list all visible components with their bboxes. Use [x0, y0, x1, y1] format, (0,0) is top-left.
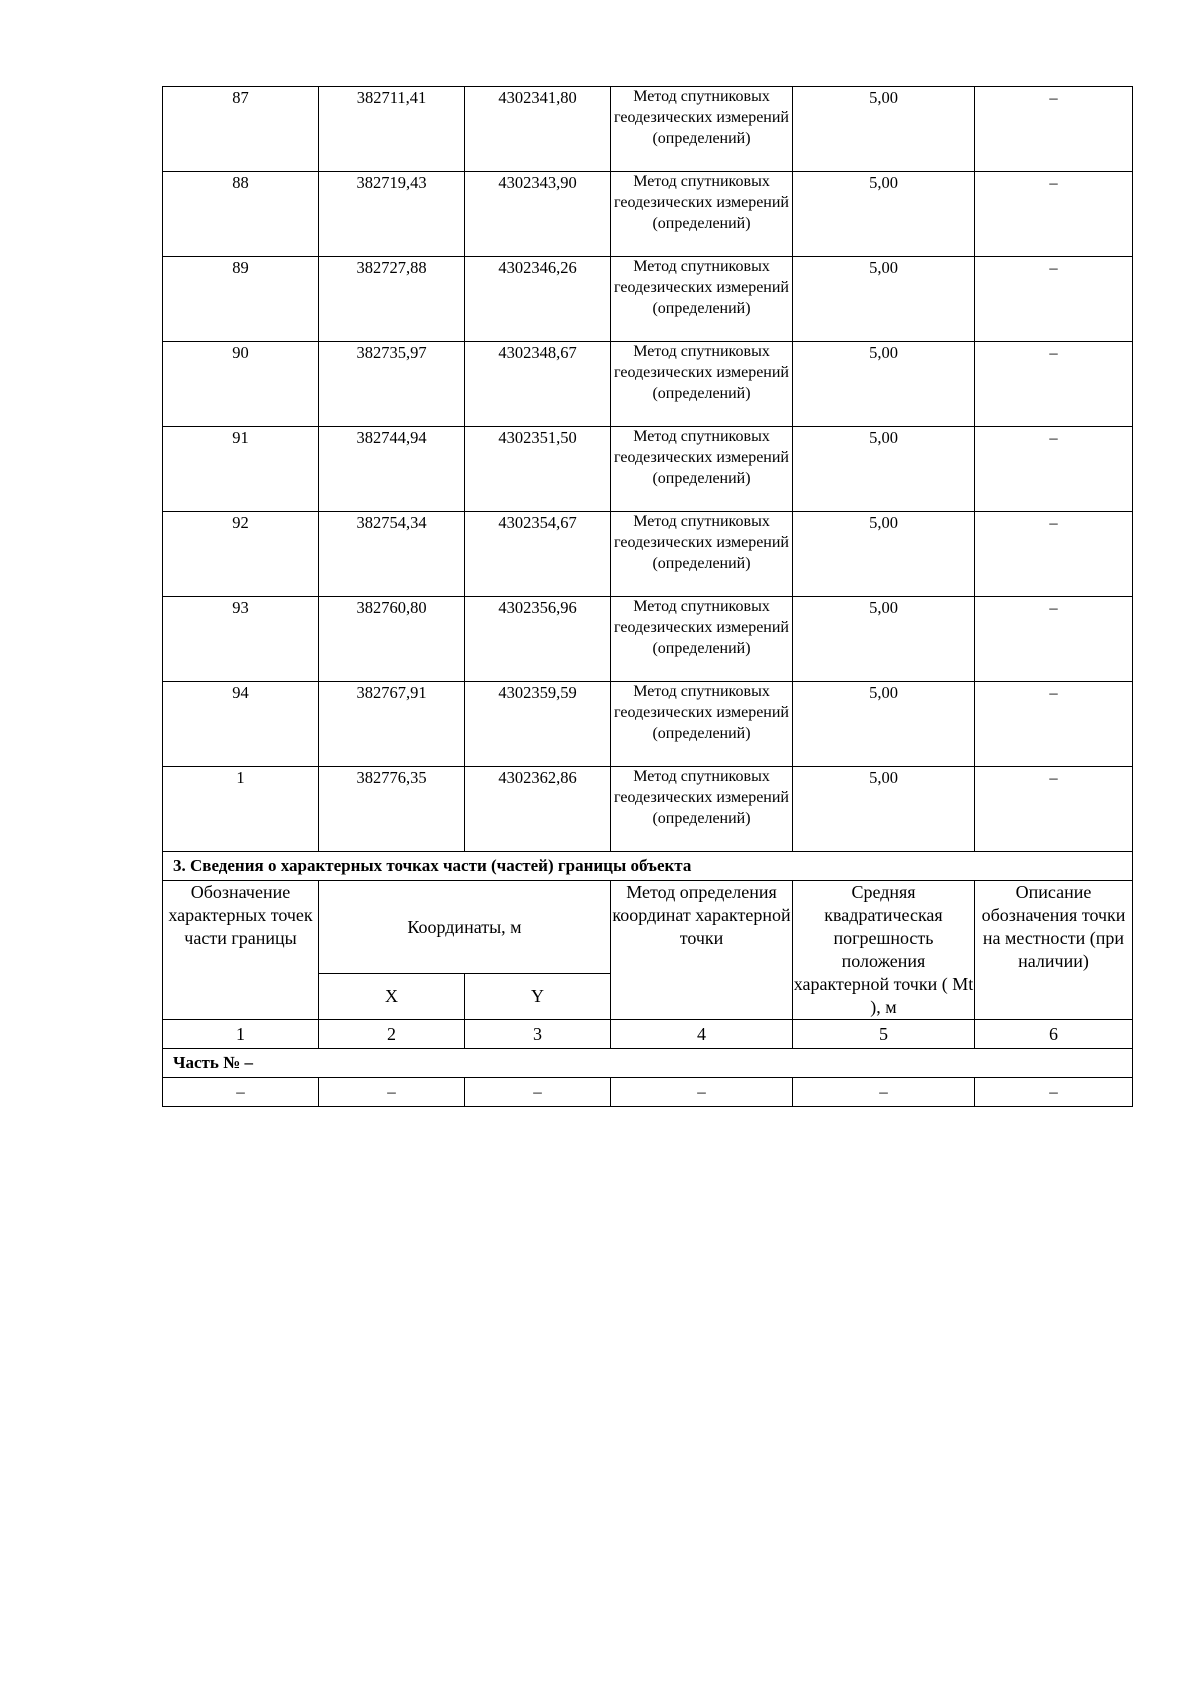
method-cell: Метод спутниковых геодезических измерений (определений)	[611, 682, 793, 767]
header-coordinates: Координаты, м	[319, 881, 611, 974]
method-cell: Метод спутниковых геодезических измерений (определений)	[611, 597, 793, 682]
mt-cell: 5,00	[793, 682, 975, 767]
x-coordinate-cell: 382767,91	[319, 682, 465, 767]
part-row	[163, 1049, 1133, 1078]
method-cell: Метод спутниковых геодезических измерений (определений)	[611, 767, 793, 852]
table-row	[163, 342, 1133, 427]
x-coordinate-cell: 382719,43	[319, 172, 465, 257]
description-cell: –	[975, 597, 1133, 682]
point-number-cell: 88	[163, 172, 319, 257]
method-cell: Метод спутниковых геодезических измерений (определений)	[611, 512, 793, 597]
empty-cell: –	[975, 1078, 1133, 1107]
header-y: Y	[465, 974, 611, 1020]
point-number-cell: 92	[163, 512, 319, 597]
mt-cell: 5,00	[793, 427, 975, 512]
x-coordinate-cell: 382776,35	[319, 767, 465, 852]
empty-cell: –	[465, 1078, 611, 1107]
x-coordinate-cell: 382754,34	[319, 512, 465, 597]
empty-cell: –	[163, 1078, 319, 1107]
empty-cell: –	[793, 1078, 975, 1107]
y-coordinate-cell: 4302354,67	[465, 512, 611, 597]
mt-cell: 5,00	[793, 257, 975, 342]
mt-cell: 5,00	[793, 342, 975, 427]
mt-cell: 5,00	[793, 172, 975, 257]
point-number-cell: 87	[163, 87, 319, 172]
x-coordinate-cell: 382744,94	[319, 427, 465, 512]
x-coordinate-cell: 382711,41	[319, 87, 465, 172]
empty-cell: –	[319, 1078, 465, 1107]
column-number: 4	[611, 1020, 793, 1049]
column-number: 5	[793, 1020, 975, 1049]
description-cell: –	[975, 767, 1133, 852]
method-cell: Метод спутниковых геодезических измерений (определений)	[611, 172, 793, 257]
boundary-points-table	[162, 86, 1133, 1107]
y-coordinate-cell: 4302346,26	[465, 257, 611, 342]
table-row	[163, 427, 1133, 512]
part-label: Часть № –	[163, 1049, 1133, 1078]
method-cell: Метод спутниковых геодезических измерений (определений)	[611, 87, 793, 172]
document-page	[162, 86, 1132, 1107]
table-row	[163, 597, 1133, 682]
header-method: Метод определения координат характерной точки	[611, 881, 793, 1020]
column-number: 1	[163, 1020, 319, 1049]
header-mt: Средняя квадратическая погрешность положения характерной точки ( Mt ), м	[793, 881, 975, 1020]
x-coordinate-cell: 382760,80	[319, 597, 465, 682]
point-number-cell: 1	[163, 767, 319, 852]
y-coordinate-cell: 4302359,59	[465, 682, 611, 767]
description-cell: –	[975, 87, 1133, 172]
mt-cell: 5,00	[793, 767, 975, 852]
table-row	[163, 512, 1133, 597]
column-number: 6	[975, 1020, 1133, 1049]
table-row	[163, 682, 1133, 767]
table-row	[163, 767, 1133, 852]
method-cell: Метод спутниковых геодезических измерений (определений)	[611, 342, 793, 427]
point-number-cell: 93	[163, 597, 319, 682]
y-coordinate-cell: 4302351,50	[465, 427, 611, 512]
mt-cell: 5,00	[793, 597, 975, 682]
y-coordinate-cell: 4302362,86	[465, 767, 611, 852]
mt-cell: 5,00	[793, 512, 975, 597]
y-coordinate-cell: 4302348,67	[465, 342, 611, 427]
x-coordinate-cell: 382735,97	[319, 342, 465, 427]
column-number: 3	[465, 1020, 611, 1049]
y-coordinate-cell: 4302341,80	[465, 87, 611, 172]
table-row	[163, 87, 1133, 172]
description-cell: –	[975, 172, 1133, 257]
method-cell: Метод спутниковых геодезических измерений (определений)	[611, 427, 793, 512]
point-number-cell: 90	[163, 342, 319, 427]
point-number-cell: 94	[163, 682, 319, 767]
mt-cell: 5,00	[793, 87, 975, 172]
x-coordinate-cell: 382727,88	[319, 257, 465, 342]
description-cell: –	[975, 257, 1133, 342]
column-number: 2	[319, 1020, 465, 1049]
point-number-cell: 91	[163, 427, 319, 512]
table-row	[163, 172, 1133, 257]
header-description: Описание обозначения точки на местности (при наличии)	[975, 881, 1133, 1020]
section-3	[163, 852, 1133, 1107]
header-x: X	[319, 974, 465, 1020]
y-coordinate-cell: 4302343,90	[465, 172, 611, 257]
description-cell: –	[975, 682, 1133, 767]
table-row	[163, 257, 1133, 342]
data-rows	[163, 87, 1133, 852]
point-number-cell: 89	[163, 257, 319, 342]
description-cell: –	[975, 342, 1133, 427]
y-coordinate-cell: 4302356,96	[465, 597, 611, 682]
empty-cell: –	[611, 1078, 793, 1107]
empty-part-row	[163, 1078, 1133, 1107]
description-cell: –	[975, 427, 1133, 512]
description-cell: –	[975, 512, 1133, 597]
column-numbers-row	[163, 1020, 1133, 1049]
section-3-title: 3. Сведения о характерных точках части (частей) границы объекта	[163, 852, 1133, 881]
header-point-designation: Обозначение характерных точек части границы	[163, 881, 319, 1020]
method-cell: Метод спутниковых геодезических измерений (определений)	[611, 257, 793, 342]
